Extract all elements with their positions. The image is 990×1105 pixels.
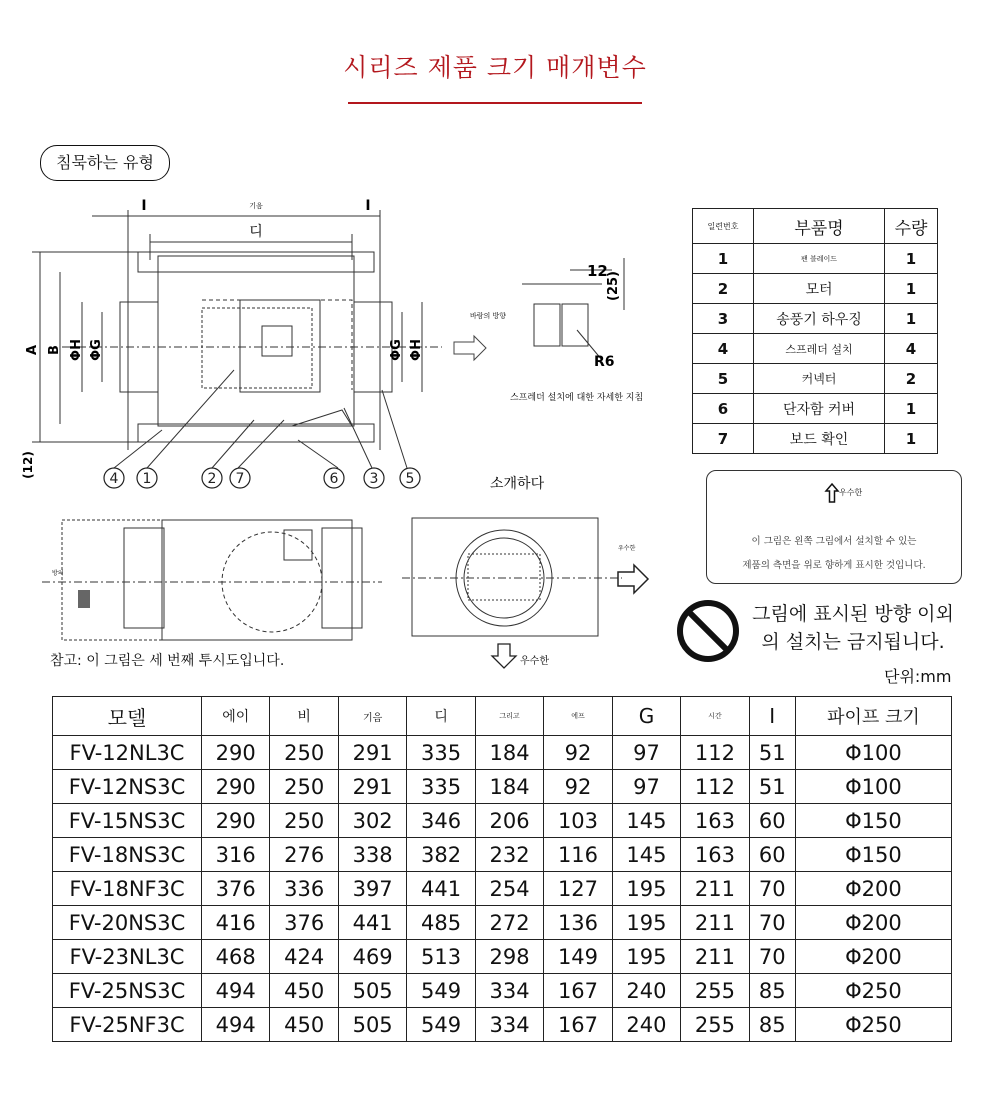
part-qty: 1 bbox=[885, 274, 938, 304]
callout-1: 1 bbox=[142, 471, 152, 487]
spec-cell-model: FV-18NS3C bbox=[53, 838, 202, 872]
spec-cell-pipe: Φ100 bbox=[795, 770, 951, 804]
part-name: 모터 bbox=[754, 274, 885, 304]
dim-phi-g-left: ΦG bbox=[89, 339, 104, 361]
spec-cell-a: 494 bbox=[202, 1008, 270, 1042]
dim-phi-h-left: ΦH bbox=[69, 339, 84, 361]
title-underline bbox=[348, 102, 642, 104]
spec-cell-g: 240 bbox=[612, 974, 680, 1008]
spec-cell-a: 468 bbox=[202, 940, 270, 974]
spec-header-h: 시간 bbox=[681, 697, 749, 736]
spec-row bbox=[53, 940, 952, 974]
spec-header-f: 에프 bbox=[544, 697, 612, 736]
side-small-label: 방의 bbox=[52, 570, 64, 577]
spec-header-a: 에이 bbox=[202, 697, 270, 736]
spec-cell-model: FV-18NF3C bbox=[53, 872, 202, 906]
spec-cell-b: 276 bbox=[270, 838, 338, 872]
spec-cell-g: 240 bbox=[612, 1008, 680, 1042]
spec-cell-a: 416 bbox=[202, 906, 270, 940]
side-badge bbox=[78, 590, 90, 608]
spec-row bbox=[53, 736, 952, 770]
spec-cell-f: 116 bbox=[544, 838, 612, 872]
spec-cell-e: 232 bbox=[475, 838, 543, 872]
spec-header-model: 모델 bbox=[53, 697, 202, 736]
spec-cell-b: 450 bbox=[270, 974, 338, 1008]
spec-cell-model: FV-12NL3C bbox=[53, 736, 202, 770]
spec-cell-pipe: Φ250 bbox=[795, 1008, 951, 1042]
spec-cell-e: 298 bbox=[475, 940, 543, 974]
spec-cell-h: 255 bbox=[681, 974, 749, 1008]
spec-cell-b: 376 bbox=[270, 906, 338, 940]
spec-cell-f: 127 bbox=[544, 872, 612, 906]
spec-row bbox=[53, 974, 952, 1008]
part-name: 커넥터 bbox=[754, 364, 885, 394]
spec-header-d: 디 bbox=[407, 697, 475, 736]
warning-line-2: 의 설치는 금지됩니다. bbox=[761, 631, 945, 653]
spec-cell-b: 450 bbox=[270, 1008, 338, 1042]
part-name: 단자함 커버 bbox=[754, 394, 885, 424]
part-qty: 1 bbox=[885, 394, 938, 424]
spec-cell-model: FV-12NS3C bbox=[53, 770, 202, 804]
parts-header-qty: 수량 bbox=[885, 209, 938, 244]
spec-cell-pipe: Φ200 bbox=[795, 872, 951, 906]
up-bottom-label: 우수한 bbox=[520, 656, 549, 667]
part-num: 7 bbox=[693, 424, 754, 454]
spec-cell-pipe: Φ200 bbox=[795, 906, 951, 940]
parts-header-name: 부품명 bbox=[754, 209, 885, 244]
parts-table bbox=[692, 208, 938, 454]
spec-header-i: I bbox=[749, 697, 795, 736]
spec-cell-e: 272 bbox=[475, 906, 543, 940]
spec-cell-d: 549 bbox=[407, 1008, 475, 1042]
part-num: 2 bbox=[693, 274, 754, 304]
part-qty: 1 bbox=[885, 244, 938, 274]
callout-6: 6 bbox=[329, 471, 339, 487]
spec-cell-d: 513 bbox=[407, 940, 475, 974]
callout-7: 7 bbox=[235, 471, 245, 487]
reference-note: 참고: 이 그림은 세 번째 투시도입니다. bbox=[50, 653, 285, 669]
spec-table-body bbox=[53, 736, 952, 1042]
warning-line-1: 그림에 표시된 방향 이외 bbox=[752, 603, 954, 625]
spec-cell-d: 335 bbox=[407, 736, 475, 770]
spec-cell-model: FV-15NS3C bbox=[53, 804, 202, 838]
spec-cell-model: FV-20NS3C bbox=[53, 906, 202, 940]
spec-cell-b: 336 bbox=[270, 872, 338, 906]
spec-cell-e: 206 bbox=[475, 804, 543, 838]
spec-cell-g: 195 bbox=[612, 940, 680, 974]
spec-cell-g: 195 bbox=[612, 872, 680, 906]
spec-cell-i: 70 bbox=[749, 872, 795, 906]
spec-cell-f: 92 bbox=[544, 736, 612, 770]
part-name: 보드 확인 bbox=[754, 424, 885, 454]
dim-12-side: (12) bbox=[21, 451, 35, 479]
right-arrow-icon bbox=[618, 565, 648, 593]
wind-direction-label: 바람의 방향 bbox=[470, 312, 507, 320]
part-num: 6 bbox=[693, 394, 754, 424]
detail-25-label: (25) bbox=[606, 271, 621, 301]
spec-cell-a: 290 bbox=[202, 770, 270, 804]
spec-header-e: 그리고 bbox=[475, 697, 543, 736]
spec-cell-f: 103 bbox=[544, 804, 612, 838]
spec-cell-g: 195 bbox=[612, 906, 680, 940]
part-num: 3 bbox=[693, 304, 754, 334]
spec-cell-e: 184 bbox=[475, 736, 543, 770]
up-arrow-icon bbox=[825, 483, 839, 503]
spec-cell-c: 505 bbox=[338, 1008, 406, 1042]
spec-cell-e: 334 bbox=[475, 1008, 543, 1042]
spec-cell-b: 250 bbox=[270, 736, 338, 770]
spec-cell-b: 424 bbox=[270, 940, 338, 974]
spec-cell-f: 149 bbox=[544, 940, 612, 974]
spec-cell-h: 163 bbox=[681, 838, 749, 872]
spec-cell-a: 316 bbox=[202, 838, 270, 872]
spec-cell-g: 145 bbox=[612, 804, 680, 838]
part-qty: 2 bbox=[885, 364, 938, 394]
spec-cell-i: 51 bbox=[749, 770, 795, 804]
spec-cell-i: 60 bbox=[749, 804, 795, 838]
page-title: 시리즈 제품 크기 매개변수 bbox=[343, 53, 647, 82]
callout-4: 4 bbox=[109, 471, 119, 487]
part-num: 4 bbox=[693, 334, 754, 364]
side-view-label: 소개하다 bbox=[490, 476, 545, 492]
spec-cell-pipe: Φ250 bbox=[795, 974, 951, 1008]
up-right-label: 우수한 bbox=[618, 545, 636, 552]
spec-cell-e: 254 bbox=[475, 872, 543, 906]
dim-top: 디 bbox=[249, 224, 263, 240]
note-line-1: 이 그림은 왼쪽 그림에서 설치할 수 있는 bbox=[751, 536, 917, 547]
detail-r6-label: R6 bbox=[594, 354, 615, 370]
spec-cell-f: 136 bbox=[544, 906, 612, 940]
spec-cell-b: 250 bbox=[270, 770, 338, 804]
spec-header-row bbox=[53, 697, 952, 736]
spec-cell-g: 145 bbox=[612, 838, 680, 872]
spec-cell-i: 85 bbox=[749, 974, 795, 1008]
spec-cell-i: 60 bbox=[749, 838, 795, 872]
part-num: 1 bbox=[693, 244, 754, 274]
spec-cell-d: 382 bbox=[407, 838, 475, 872]
spec-cell-c: 469 bbox=[338, 940, 406, 974]
spec-cell-c: 291 bbox=[338, 736, 406, 770]
spec-row bbox=[53, 1008, 952, 1042]
spec-row bbox=[53, 872, 952, 906]
detail-12-label: 12 bbox=[587, 262, 608, 280]
spec-cell-f: 167 bbox=[544, 1008, 612, 1042]
spec-header-g: G bbox=[612, 697, 680, 736]
spec-cell-pipe: Φ150 bbox=[795, 838, 951, 872]
spec-cell-i: 51 bbox=[749, 736, 795, 770]
callout-3: 3 bbox=[369, 471, 379, 487]
dim-i-left: I bbox=[141, 198, 147, 214]
spec-cell-c: 505 bbox=[338, 974, 406, 1008]
detail-caption: 스프레더 설치에 대한 자세한 지침 bbox=[510, 393, 644, 403]
spec-cell-a: 376 bbox=[202, 872, 270, 906]
spec-cell-f: 92 bbox=[544, 770, 612, 804]
parts-row bbox=[693, 424, 938, 454]
spec-table bbox=[52, 696, 952, 1042]
dim-phi-h-right: ΦH bbox=[409, 339, 424, 361]
spec-cell-h: 112 bbox=[681, 770, 749, 804]
part-name: 스프레더 설치 bbox=[754, 334, 885, 364]
spec-cell-h: 211 bbox=[681, 872, 749, 906]
wind-arrow-icon bbox=[454, 336, 486, 360]
parts-row bbox=[693, 274, 938, 304]
spec-cell-i: 85 bbox=[749, 1008, 795, 1042]
spec-cell-d: 549 bbox=[407, 974, 475, 1008]
dim-a: A bbox=[25, 344, 40, 356]
spec-cell-i: 70 bbox=[749, 940, 795, 974]
prohibited-icon bbox=[675, 598, 741, 664]
spec-row bbox=[53, 770, 952, 804]
spec-cell-e: 184 bbox=[475, 770, 543, 804]
spec-cell-c: 291 bbox=[338, 770, 406, 804]
parts-header-num: 일련번호 bbox=[693, 209, 754, 244]
spec-cell-c: 338 bbox=[338, 838, 406, 872]
spec-cell-h: 112 bbox=[681, 736, 749, 770]
spec-header-b: 비 bbox=[270, 697, 338, 736]
spec-cell-a: 494 bbox=[202, 974, 270, 1008]
spec-cell-d: 346 bbox=[407, 804, 475, 838]
part-qty: 1 bbox=[885, 304, 938, 334]
dim-b: B bbox=[47, 345, 62, 355]
spec-cell-h: 211 bbox=[681, 906, 749, 940]
part-name: 팬 블레이드 bbox=[754, 244, 885, 274]
spec-cell-d: 335 bbox=[407, 770, 475, 804]
spec-row bbox=[53, 906, 952, 940]
orientation-note-box bbox=[706, 470, 962, 584]
spec-cell-d: 485 bbox=[407, 906, 475, 940]
spec-cell-c: 441 bbox=[338, 906, 406, 940]
parts-row bbox=[693, 394, 938, 424]
dim-phi-g-right: ΦG bbox=[389, 339, 404, 361]
spec-cell-model: FV-25NF3C bbox=[53, 1008, 202, 1042]
parts-row bbox=[693, 364, 938, 394]
dim-i-right: I bbox=[365, 198, 371, 214]
spec-cell-e: 334 bbox=[475, 974, 543, 1008]
part-num: 5 bbox=[693, 364, 754, 394]
spec-cell-model: FV-23NL3C bbox=[53, 940, 202, 974]
spec-cell-i: 70 bbox=[749, 906, 795, 940]
down-arrow-icon bbox=[492, 644, 516, 668]
part-name: 송풍기 하우징 bbox=[754, 304, 885, 334]
spec-cell-b: 250 bbox=[270, 804, 338, 838]
spec-cell-h: 211 bbox=[681, 940, 749, 974]
spec-cell-a: 290 bbox=[202, 736, 270, 770]
spec-cell-h: 255 bbox=[681, 1008, 749, 1042]
parts-row bbox=[693, 244, 938, 274]
spec-cell-c: 302 bbox=[338, 804, 406, 838]
spec-row bbox=[53, 838, 952, 872]
spec-row bbox=[53, 804, 952, 838]
parts-row bbox=[693, 334, 938, 364]
spec-cell-h: 163 bbox=[681, 804, 749, 838]
dim-top-small: 기음 bbox=[249, 202, 263, 210]
installation-warning bbox=[742, 600, 964, 656]
spec-cell-pipe: Φ200 bbox=[795, 940, 951, 974]
spec-cell-d: 441 bbox=[407, 872, 475, 906]
part-qty: 4 bbox=[885, 334, 938, 364]
spec-cell-pipe: Φ150 bbox=[795, 804, 951, 838]
spec-header-c: 기음 bbox=[338, 697, 406, 736]
note-line-2: 제품의 측면을 위로 향하게 표시한 것입니다. bbox=[742, 560, 926, 571]
spec-header-pipe: 파이프 크기 bbox=[795, 697, 951, 736]
spec-cell-pipe: Φ100 bbox=[795, 736, 951, 770]
note-up-label: 우수한 bbox=[839, 488, 863, 497]
unit-label: 단위:mm bbox=[884, 667, 952, 686]
spec-cell-c: 397 bbox=[338, 872, 406, 906]
mount-type-label: 침묵하는 유형 bbox=[40, 145, 170, 181]
callout-5: 5 bbox=[405, 471, 415, 487]
spec-cell-a: 290 bbox=[202, 804, 270, 838]
part-qty: 1 bbox=[885, 424, 938, 454]
callout-2: 2 bbox=[207, 471, 217, 487]
spec-cell-model: FV-25NS3C bbox=[53, 974, 202, 1008]
spec-cell-f: 167 bbox=[544, 974, 612, 1008]
parts-row bbox=[693, 304, 938, 334]
spec-cell-g: 97 bbox=[612, 770, 680, 804]
spec-cell-g: 97 bbox=[612, 736, 680, 770]
